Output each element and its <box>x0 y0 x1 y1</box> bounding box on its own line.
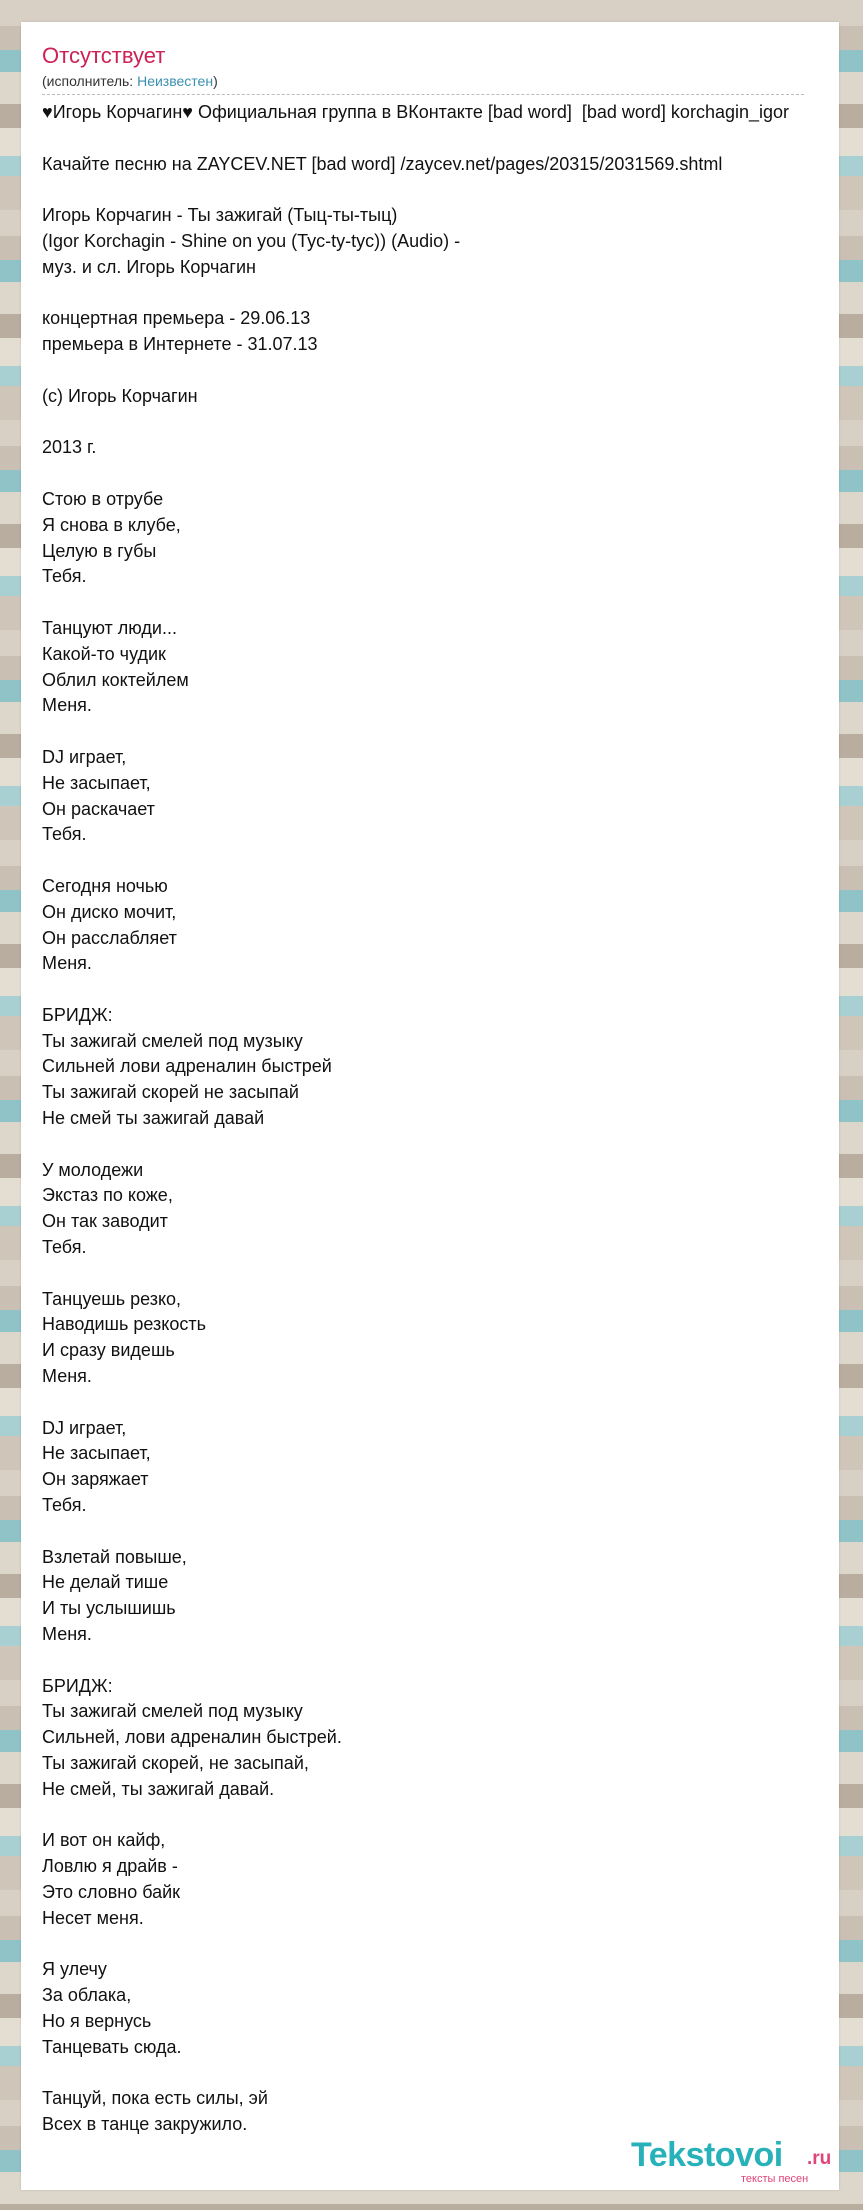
lyric-line: Экстаз по коже, <box>42 1185 173 1206</box>
lyric-line: Меня. <box>42 1366 92 1387</box>
lyric-blank-line <box>42 281 839 307</box>
lyric-line: Игорь Корчагин - Ты зажигай (Тыц-ты-тыц) <box>42 205 398 226</box>
lyric-line: Он расслабляет <box>42 927 177 948</box>
lyric-line: Облил коктейлем <box>42 669 189 690</box>
lyric-line: Я улечу <box>42 1959 107 1980</box>
lyric-line: Танцевать сюда. <box>42 2036 182 2057</box>
lyric-line: Всех в танце закружило. <box>42 2114 248 2135</box>
logo-tagline: тексты песен <box>741 2173 809 2185</box>
lyric-line: Не делай тише <box>42 1572 169 1593</box>
lyric-blank-line <box>42 177 839 203</box>
lyric-line: Ловлю я драйв - <box>42 1856 178 1877</box>
lyric-line: Стою в отрубе <box>42 488 164 509</box>
lyric-line: Тебя. <box>42 824 87 845</box>
lyric-line: Это словно байк <box>42 1881 181 1902</box>
lyric-line: БРИДЖ: <box>42 1004 113 1025</box>
lyric-line: Сильней лови адреналин быстрей <box>42 1056 332 1077</box>
lyric-line: (Igor Korchagin - Shine on you (Tyc-ty-tyc)) (Audio) - <box>42 230 461 251</box>
lyric-blank-line <box>42 719 839 745</box>
lyrics-text <box>42 100 839 2138</box>
artist-line <box>42 72 218 90</box>
lyric-line: И вот он кайф, <box>42 1830 166 1851</box>
logo-name: Tekstovoi <box>631 2136 783 2174</box>
lyric-line: Тебя. <box>42 566 87 587</box>
lyric-blank-line <box>42 1519 839 1545</box>
lyric-line: Он раскачает <box>42 798 155 819</box>
lyric-line: (c) Игорь Корчагин <box>42 385 198 406</box>
lyric-line: Сильней, лови адреналин быстрей. <box>42 1727 342 1748</box>
lyric-line: Он диско мочит, <box>42 901 177 922</box>
lyric-line: И ты услышишь <box>42 1598 176 1619</box>
lyric-line: БРИДЖ: <box>42 1675 113 1696</box>
lyric-line: И сразу видешь <box>42 1340 175 1361</box>
lyric-blank-line <box>42 1803 839 1829</box>
lyric-line: Не смей, ты зажигай давай. <box>42 1778 275 1799</box>
lyric-line: У молодежи <box>42 1159 144 1180</box>
lyric-line: Тебя. <box>42 1495 87 1516</box>
lyric-line: Танцуй, пока есть силы, эй <box>42 2088 268 2109</box>
artist-suffix: ) <box>213 73 218 89</box>
lyric-line: Он заряжает <box>42 1469 149 1490</box>
lyric-line: Ты зажигай смелей под музыку <box>42 1030 303 1051</box>
lyric-line: концертная премьера - 29.06.13 <box>42 308 311 329</box>
lyric-line: Не смей ты зажигай давай <box>42 1108 265 1129</box>
lyric-line: Но я вернусь <box>42 2010 152 2031</box>
lyric-blank-line <box>42 358 839 384</box>
lyric-line: Несет меня. <box>42 1907 144 1928</box>
lyric-line: Какой-то чудик <box>42 643 166 664</box>
lyric-line: Взлетай повыше, <box>42 1546 187 1567</box>
lyric-line: Танцуют люди... <box>42 617 177 638</box>
lyric-line: Сегодня ночью <box>42 875 168 896</box>
lyric-blank-line <box>42 461 839 487</box>
lyric-blank-line <box>42 126 839 152</box>
lyric-line: Наводишь резкость <box>42 1314 206 1335</box>
lyric-blank-line <box>42 1261 839 1287</box>
lyric-line: Не засыпает, <box>42 772 151 793</box>
lyric-line: Ты зажигай смелей под музыку <box>42 1701 303 1722</box>
lyric-blank-line <box>42 1132 839 1158</box>
lyric-blank-line <box>42 410 839 436</box>
lyric-line: Меня. <box>42 953 92 974</box>
lyric-line: Качайте песню на ZAYCEV.NET [bad word] /zaycev.net/pages/20315/2031569.shtml <box>42 153 723 174</box>
lyric-line: DJ играет, <box>42 1417 127 1438</box>
lyric-line: Танцуешь резко, <box>42 1288 182 1309</box>
lyric-line: 2013 г. <box>42 437 97 458</box>
lyric-blank-line <box>42 848 839 874</box>
lyric-blank-line <box>42 1932 839 1958</box>
lyric-line: ♥Игорь Корчагин♥ Официальная группа в ВКонтакте [bad word] [bad word] korchagin_igor <box>42 102 790 122</box>
lyric-line: DJ играет, <box>42 746 127 767</box>
lyric-line: Не засыпает, <box>42 1443 151 1464</box>
lyric-line: премьера в Интернете - 31.07.13 <box>42 334 318 355</box>
lyric-line: Я снова в клубе, <box>42 514 181 535</box>
lyric-line: Меня. <box>42 1624 92 1645</box>
lyric-blank-line <box>42 590 839 616</box>
lyric-blank-line <box>42 977 839 1003</box>
lyric-line: Меня. <box>42 695 92 716</box>
lyric-blank-line <box>42 1390 839 1416</box>
song-title: Отсутствует <box>42 43 166 68</box>
lyrics-card <box>21 22 839 2190</box>
lyric-line: Ты зажигай скорей, не засыпай, <box>42 1753 309 1773</box>
lyric-line: Тебя. <box>42 1237 87 1258</box>
lyric-line: Ты зажигай скорей не засыпай <box>42 1082 299 1103</box>
logo-domain: .ru <box>807 2148 832 2169</box>
lyric-line: Целую в губы <box>42 540 157 561</box>
lyric-line: Он так заводит <box>42 1211 168 1232</box>
artist-link[interactable]: Неизвестен <box>137 73 214 89</box>
title-divider <box>42 94 804 95</box>
artist-prefix: (исполнитель: <box>42 73 138 89</box>
lyric-line: муз. и сл. Игорь Корчагин <box>42 256 256 277</box>
lyric-blank-line <box>42 2061 839 2087</box>
site-logo[interactable] <box>631 2135 839 2185</box>
lyric-blank-line <box>42 1648 839 1674</box>
lyric-line: За облака, <box>42 1985 132 2006</box>
